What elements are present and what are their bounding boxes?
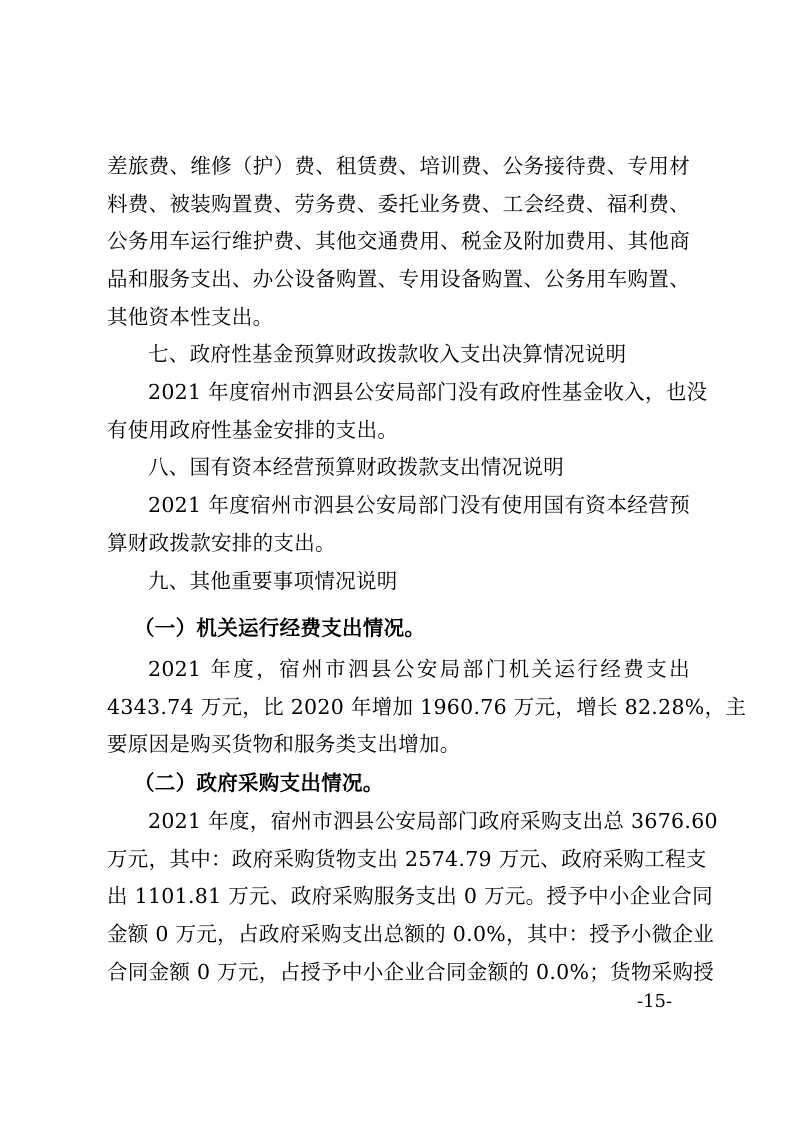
text-line: 品和服务支出、办公设备购置、专用设备购置、公务用车购置、: [107, 267, 690, 292]
text-line: 万元，其中：政府采购货物支出 2574.79 万元、政府采购工程支: [107, 846, 707, 871]
text-line: 4343.74 万元，比 2020 年增加 1960.76 万元，增长 82.28%，主: [107, 694, 747, 719]
text-line: 金额 0 万元，占政府采购支出总额的 0.0%，其中：授予小微企业: [107, 922, 715, 947]
paragraph-state-capital: [107, 487, 690, 562]
text-line: 算财政拨款安排的支出。: [107, 530, 336, 555]
paragraph-expense-items: [107, 148, 690, 336]
text-line: 有使用政府性基金安排的支出。: [107, 417, 399, 442]
text-line: 要原因是购买货物和服务类支出增加。: [107, 732, 461, 757]
text-line: 其他资本性支出。: [107, 304, 274, 329]
text-line: 合同金额 0 万元，占授予中小企业合同金额的 0.0%；货物采购授: [107, 959, 715, 984]
paragraph-gov-fund: [107, 374, 708, 449]
text-line: 2021 年度，宿州市泗县公安局部门政府采购支出总 3676.60: [148, 809, 718, 833]
text-line: 公务用车运行维护费、其他交通费用、税金及附加费用、其他商: [107, 229, 690, 254]
section-heading-7: 七、政府性基金预算财政拨款收入支出决算情况说明: [148, 342, 627, 366]
text-line: 2021 年度宿州市泗县公安局部门没有政府性基金收入，也没: [148, 380, 708, 404]
text-line: 2021 年度宿州市泗县公安局部门没有使用国有资本经营预: [148, 493, 690, 517]
paragraph-operating-expenses: [107, 651, 747, 764]
subheading-operating-expenses: （一）机关运行经费支出情况。: [134, 616, 426, 640]
subheading-procurement: （二）政府采购支出情况。: [134, 771, 384, 795]
section-heading-9: 九、其他重要事项情况说明: [148, 569, 398, 593]
text-line: 2021 年度，宿州市泗县公安局部门机关运行经费支出: [148, 657, 690, 681]
text-line: 差旅费、维修（护）费、租赁费、培训费、公务接待费、专用材: [107, 154, 690, 178]
text-line: 出 1101.81 万元、政府采购服务支出 0 万元。授予中小企业合同: [107, 884, 713, 909]
page-number: -15-: [637, 991, 673, 1012]
paragraph-procurement: [107, 803, 718, 991]
section-heading-8: 八、国有资本经营预算财政拨款支出情况说明: [148, 455, 564, 479]
text-line: 料费、被装购置费、劳务费、委托业务费、工会经费、福利费、: [107, 191, 690, 216]
